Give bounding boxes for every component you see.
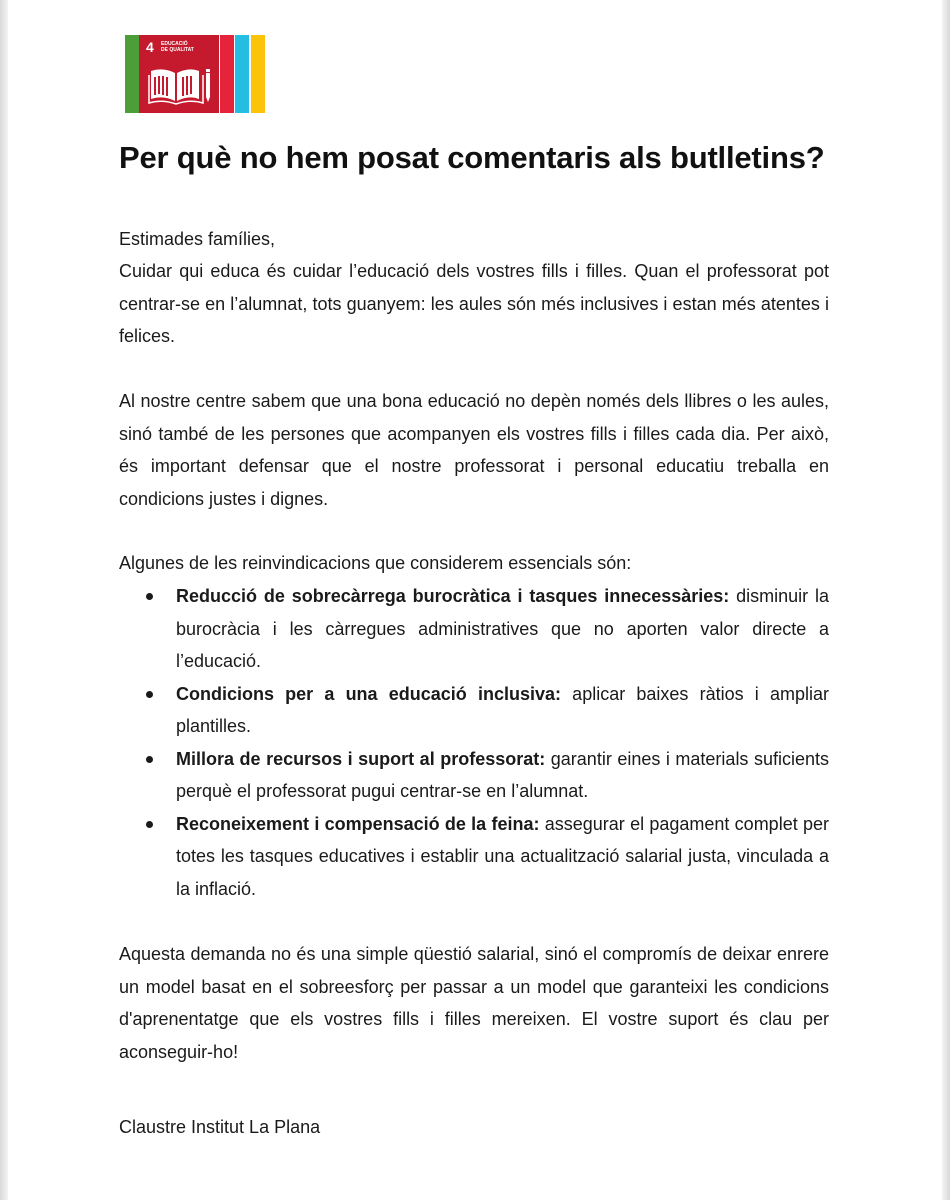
intro-paragraph: Cuidar qui educa és cuidar l’educació dels vostres fills i filles. Quan el professorat pot centrar-se en l’alumnat, tots guanyem: les aules són més inclusives i estan més atentes i felices. [119, 261, 829, 346]
logo-stripe-red [220, 35, 234, 113]
logo-stripe-blue [235, 35, 249, 113]
demand-text: aplicar baixes ràtios i ampliar plantilles. [176, 683, 830, 736]
demand-text: disminuir la burocràcia i les càrregues administratives que no aporten valor directe a l’educació. [176, 586, 830, 671]
logo-goal-tile [139, 35, 219, 113]
demand-heading: Reconeixement i compensació de la feina: [176, 813, 540, 834]
sdg4-logo [125, 35, 267, 113]
list-intro: Algunes de les reinvindicacions que considerem essencials són: [119, 553, 632, 573]
bullet-icon [146, 691, 153, 698]
demands-list [119, 580, 829, 905]
page-title: Per què no hem posat comentaris als butlletins? [119, 140, 825, 175]
page-edge-right [942, 0, 950, 1200]
list-item [119, 808, 829, 906]
page-edge-left [0, 0, 8, 1200]
bullet-icon [146, 593, 153, 600]
list-item [119, 580, 829, 678]
list-item [119, 743, 829, 808]
logo-goal-number: 4 [146, 39, 154, 55]
demand-text: garantir eines i materials suficients perquè el professorat pugui centrar-se en l’alumnat. [176, 748, 829, 801]
closing-paragraph: Aquesta demanda no és una simple qüestió salarial, sinó el compromís de deixar enrere un model basat en el sobreesforç per passar a un model que garanteixi les condicions d'aprenentatge que els vostres fills i filles mereixen. El vostre suport és clau per aconseguir-ho! [119, 944, 829, 1062]
commitment-paragraph: Al nostre centre sabem que una bona educació no depèn només dels llibres o les aules, sinó també de les persones que acompanyen els vostres fills i filles cada dia. Per això, és important defensar que el nostre professorat i personal educatiu treballa en condicions justes i dignes. [119, 391, 829, 509]
list-item [119, 678, 829, 743]
demand-text: assegurar el pagament complet per totes les tasques educatives i establir una actualització salarial justa, vinculada a la inflació. [176, 813, 829, 899]
logo-caption-line2: DE QUALITAT [161, 47, 194, 53]
logo-caption-line1: EDUCACIÓ [161, 41, 188, 47]
demand-heading: Millora de recursos i suport al professorat: [176, 748, 546, 769]
bullet-icon [146, 821, 153, 828]
demand-heading: Condicions per a una educació inclusiva: [176, 683, 561, 704]
signature: Claustre Institut La Plana [119, 1117, 321, 1137]
logo-goal-caption [161, 41, 217, 53]
book-pencil-icon [147, 63, 211, 105]
demand-heading: Reducció de sobrecàrrega burocràtica i tasques innecessàries: [176, 586, 730, 606]
logo-stripe-yellow [251, 35, 265, 113]
logo-stripe-green [125, 35, 139, 113]
greeting: Estimades famílies, [119, 229, 276, 249]
bullet-icon [146, 756, 153, 763]
